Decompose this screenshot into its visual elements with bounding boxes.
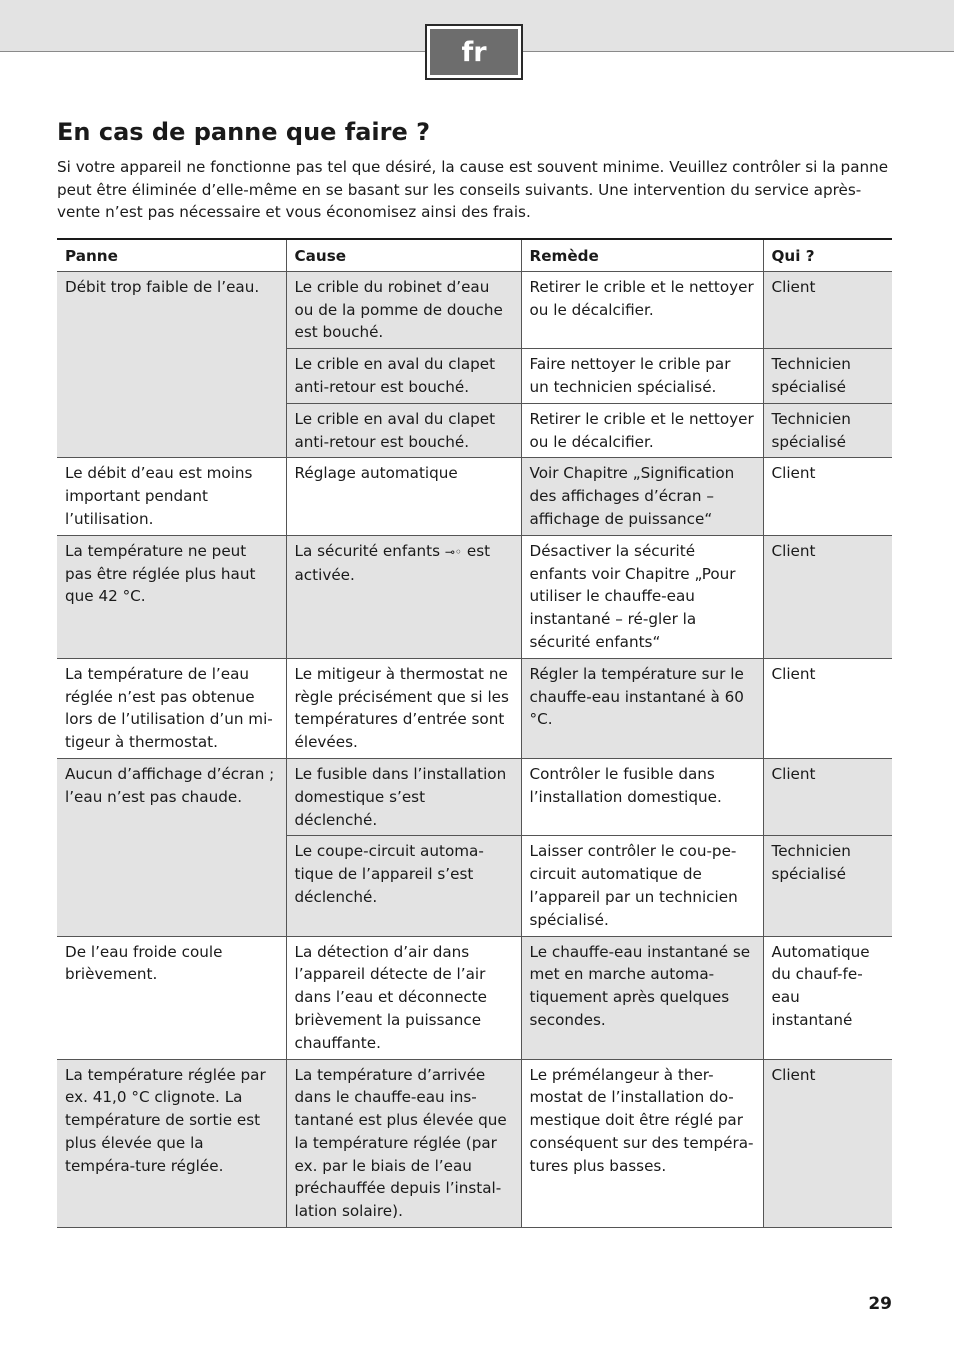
header-qui: Qui ? <box>763 239 892 271</box>
cause-cell: Le fusible dans l’installation domestique s’est déclenché. <box>286 758 521 835</box>
cause-cell: Le crible en aval du clapet anti-retour est bouché. <box>286 403 521 458</box>
page-number: 29 <box>868 1294 892 1314</box>
cause-cell: Le crible du robinet d’eau ou de la pomme de douche est bouché. <box>286 271 521 348</box>
qui-cell: Client <box>763 535 892 658</box>
qui-cell: Client <box>763 458 892 535</box>
child-lock-key-icon: ⊸◦ <box>444 544 463 559</box>
cause-text: est activée. <box>294 541 491 584</box>
qui-cell: Automatique du chauf-fe-eau instantané <box>763 936 892 1059</box>
panne-cell: La température ne peut pas être réglée plus haut que 42 °C. <box>57 535 286 658</box>
qui-cell: Technicien spécialisé <box>763 836 892 936</box>
language-tab <box>425 24 523 80</box>
remede-cell: Le prémélangeur à ther-mostat de l’installation do-mestique doit être réglé par conséquent sur des tempéra-tures plus basses. <box>521 1059 763 1228</box>
table-header-row <box>57 239 892 271</box>
remede-cell: Régler la température sur le chauffe-eau instantané à 60 °C. <box>521 658 763 758</box>
table-row <box>57 1059 892 1228</box>
remede-cell: Faire nettoyer le crible par un technicien spécialisé. <box>521 349 763 404</box>
header-remede: Remède <box>521 239 763 271</box>
qui-cell: Technicien spécialisé <box>763 349 892 404</box>
remede-cell: Retirer le crible et le nettoyer ou le décalcifier. <box>521 271 763 348</box>
cause-text: La sécurité enfants <box>294 541 441 560</box>
table-row <box>57 936 892 1059</box>
remede-cell: Désactiver la sécurité enfants voir Chapitre „Pour utiliser le chauffe-eau instantané – ré-gler la sécurité enfants“ <box>521 535 763 658</box>
panne-cell: Débit trop faible de l’eau. <box>57 271 286 458</box>
qui-cell: Technicien spécialisé <box>763 403 892 458</box>
table-row <box>57 658 892 758</box>
panne-cell: De l’eau froide coule brièvement. <box>57 936 286 1059</box>
qui-cell: Client <box>763 658 892 758</box>
remede-cell: Voir Chapitre „Signification des affichages d’écran – affichage de puissance“ <box>521 458 763 535</box>
troubleshooting-table <box>57 238 892 1228</box>
cause-cell: Le mitigeur à thermostat ne règle précisément que si les températures d’entrée sont élevées. <box>286 658 521 758</box>
cause-cell: Le coupe-circuit automa-tique de l’appareil s’est déclenché. <box>286 836 521 936</box>
panne-cell: Le débit d’eau est moins important pendant l’utilisation. <box>57 458 286 535</box>
table-row <box>57 271 892 348</box>
panne-cell: La température réglée par ex. 41,0 °C clignote. La température de sortie est plus élevée que la tempéra-ture réglée. <box>57 1059 286 1228</box>
qui-cell: Client <box>763 758 892 835</box>
table-row <box>57 535 892 658</box>
cause-cell: La température d’arrivée dans le chauffe-eau ins-tantané est plus élevée que la température réglée (par ex. par le biais de l’eau préchauffée depuis l’instal-lation solaire). <box>286 1059 521 1228</box>
remede-cell: Contrôler le fusible dans l’installation domestique. <box>521 758 763 835</box>
language-tab-label: fr <box>430 29 518 75</box>
panne-cell: La température de l’eau réglée n’est pas obtenue lors de l’utilisation d’un mi-tigeur à thermostat. <box>57 658 286 758</box>
remede-cell: Retirer le crible et le nettoyer ou le décalcifier. <box>521 403 763 458</box>
header-cause: Cause <box>286 239 521 271</box>
page-title: En cas de panne que faire ? <box>57 118 431 146</box>
panne-cell: Aucun d’affichage d’écran ; l’eau n’est pas chaude. <box>57 758 286 936</box>
qui-cell: Client <box>763 271 892 348</box>
cause-cell <box>286 535 521 658</box>
table-row <box>57 758 892 835</box>
header-panne: Panne <box>57 239 286 271</box>
cause-cell: La détection d’air dans l’appareil détecte de l’air dans l’eau et déconnecte brièvement la puissance chauffante. <box>286 936 521 1059</box>
intro-paragraph: Si votre appareil ne fonctionne pas tel que désiré, la cause est souvent minime. Veuillez contrôler si la panne peut être éliminée d’elle-même en se basant sur les conseils suivants. Une intervention du service après-vente n’est pas nécessaire et vous économisez ainsi des frais. <box>57 158 889 221</box>
remede-cell: Le chauffe-eau instantané se met en marche automa-tiquement après quelques secondes. <box>521 936 763 1059</box>
cause-cell: Réglage automatique <box>286 458 521 535</box>
cause-cell: Le crible en aval du clapet anti-retour est bouché. <box>286 349 521 404</box>
remede-cell: Laisser contrôler le cou-pe-circuit automatique de l’appareil par un technicien spécialisé. <box>521 836 763 936</box>
table-row <box>57 458 892 535</box>
qui-cell: Client <box>763 1059 892 1228</box>
